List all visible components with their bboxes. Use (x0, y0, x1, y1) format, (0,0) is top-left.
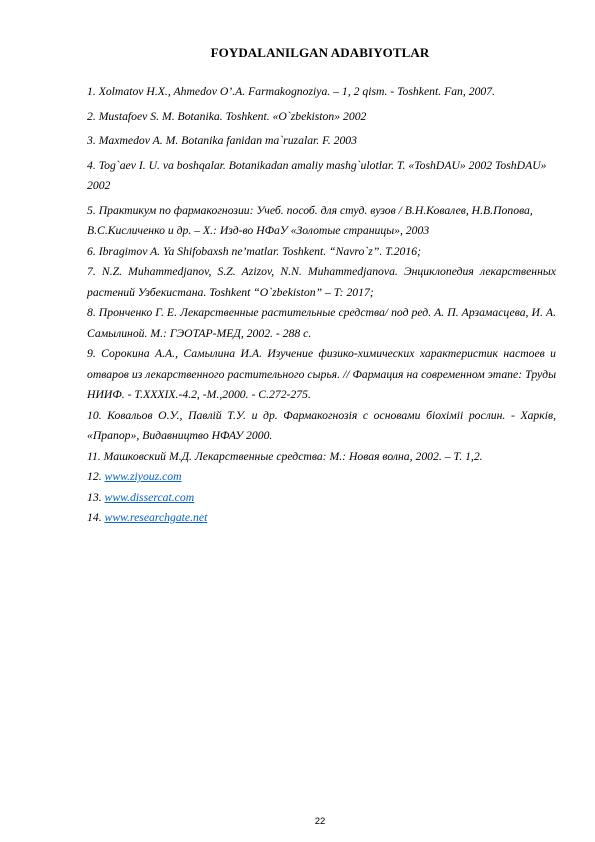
page-number: 22 (314, 816, 326, 827)
reference-number: 12. (87, 470, 102, 483)
link-ziyouz[interactable]: www.ziyouz.com (104, 470, 182, 483)
page-title: FOYDALANILGAN ADABIYOTLAR (210, 45, 430, 60)
reference-item-4: 4. Tog`aev I. U. va boshqalar. Botanikadan amaliy mashg`ulotlar. T. «ToshDAU» 2002 ToshDAU» 2002 (87, 158, 547, 192)
reference-link-item-12 (87, 467, 556, 488)
reference-number: 13. (87, 490, 102, 504)
reference-item-7: 7. N.Z. Muhammedjanov, S.Z. Azizov, N.N. Muhammedjanova. Энциклопедия лекарственных растений Узбекистана. Toshkent “O`zbekiston” – T: 2017; (87, 265, 556, 299)
reference-item-2: 2. Mustafoev S. M. Botanika. Toshkent. «O`zbekiston» 2002 (87, 109, 367, 123)
reference-item-11: 11. Машковский М.Д. Лекарственные средства: М.: Новая волна, 2002. – Т. 1,2. (87, 449, 483, 463)
reference-item-5: 5. Практикум по фармакогнозии: Учеб. пособ. для студ. вузов / В.Н.Ковалев, Н.В.Попова, В.С.Кисличенко и др. – Х.: Изд-во НФаУ «Золотые страницы», 2003 (87, 203, 533, 237)
reference-item-3: 3. Maxmedov A. M. Botanika fanidan ma`ruzalar. F. 2003 (87, 134, 357, 147)
reference-list (87, 82, 556, 529)
reference-link-item-14 (87, 508, 556, 529)
reference-item-1: 1. Xolmatov H.X., Ahmedov O’.A. Farmakognoziya. – 1, 2 qism. - Toshkent. Fan, 2007. (87, 85, 496, 98)
reference-item-9: 9. Сорокина А.А., Самылина И.А. Изучение физико-химических характеристик настоев и отваров из лекарственного растительного сырья. // Фармация на современном этапе: Труды НИИФ. - Т.XXXIX.-4.2, -М.,2000. - С.272-275. (87, 347, 556, 401)
link-researchgate[interactable]: www.researchgate.net (104, 511, 208, 524)
reference-link-item-13 (87, 488, 556, 509)
reference-item-6: 6. Ibragimov A. Ya Shifobaxsh ne’matlar. Toshkent. “Navro`z”. T.2016; (87, 244, 421, 258)
reference-item-8: 8. Пронченко Г. Е. Лекарственные растительные средства/ под ред. А. П. Арзамасцева, И. А. Самылиной. М.: ГЭОТАР-МЕД, 2002. - 288 с. (87, 306, 556, 340)
link-dissercat[interactable]: www.dissercat.com (104, 490, 195, 504)
reference-number: 14. (87, 511, 102, 524)
reference-item-10: 10. Ковальов О.У., Павлiй Т.У. и др. Фармакогнозiя с основами бiохiмii рослин. - Харкiв, «Прапор», Видавництво НФАУ 2000. (87, 408, 556, 442)
